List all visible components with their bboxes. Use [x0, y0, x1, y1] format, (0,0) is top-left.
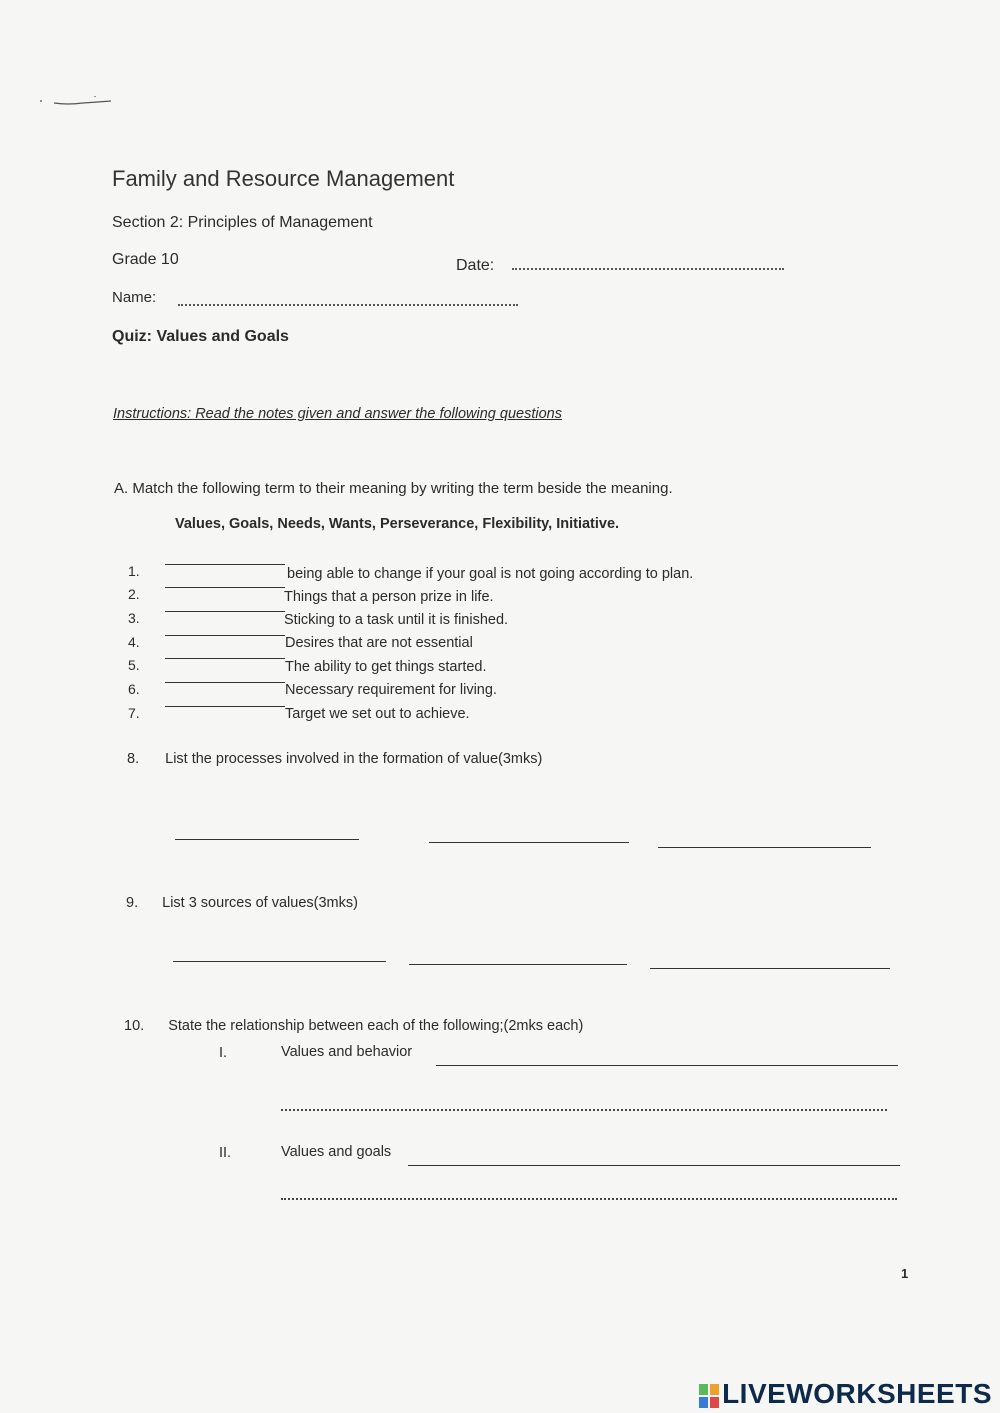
q8-answer-line-2[interactable] [429, 841, 629, 843]
liveworksheets-icon [699, 1384, 719, 1408]
date-field[interactable] [512, 262, 784, 270]
question-number: 9. [126, 895, 139, 911]
question-9 [126, 895, 358, 911]
question-text: List the processes involved in the formation of value(3mks) [165, 751, 543, 767]
page-number: 1 [901, 1266, 909, 1281]
liveworksheets-logo[interactable] [699, 1378, 992, 1410]
q10-i-answer-dots[interactable] [281, 1105, 887, 1111]
scan-scribble [38, 96, 113, 106]
q10-ii-answer-dots[interactable] [281, 1194, 897, 1200]
q9-answer-line-3[interactable] [650, 967, 890, 969]
q8-answer-line-1[interactable] [175, 838, 359, 840]
question-text: List 3 sources of values(3mks) [162, 895, 358, 911]
item-text: Desires that are not essential [285, 635, 473, 651]
date-label: Date: [456, 257, 495, 274]
question-10 [124, 1018, 583, 1034]
answer-blank-5[interactable] [165, 657, 285, 659]
brand-name: LIVEWORKSHEETS [722, 1378, 992, 1409]
item-text: Sticking to a task until it is finished. [284, 612, 509, 628]
answer-blank-4[interactable] [165, 634, 285, 636]
sub-question-text: Values and goals [281, 1144, 392, 1160]
section-a-prompt: A. Match the following term to their meaning by writing the term beside the meaning. [114, 480, 673, 497]
item-number: 6. [128, 681, 140, 697]
quiz-title: Quiz: Values and Goals [112, 328, 289, 345]
question-text: State the relationship between each of the following;(2mks each) [168, 1018, 584, 1034]
item-number: 7. [128, 705, 140, 721]
sub-question-number: II. [219, 1145, 232, 1161]
item-number: 2. [128, 586, 140, 602]
sub-question-number: I. [219, 1045, 228, 1061]
q10-i-answer-line[interactable] [436, 1064, 898, 1066]
question-8 [127, 751, 542, 767]
q9-answer-line-1[interactable] [173, 960, 386, 962]
answer-blank-7[interactable] [165, 705, 285, 707]
grade-label: Grade 10 [112, 251, 179, 268]
answer-blank-1[interactable] [165, 563, 285, 565]
item-text: Target we set out to achieve. [285, 706, 470, 722]
item-number: 3. [128, 610, 140, 626]
section-heading: Section 2: Principles of Management [112, 214, 373, 231]
question-number: 8. [127, 751, 140, 767]
document-title: Family and Resource Management [112, 166, 455, 191]
item-number: 5. [128, 657, 140, 673]
item-text: The ability to get things started. [285, 659, 487, 675]
item-number: 4. [128, 634, 140, 650]
q10-ii-answer-line[interactable] [408, 1164, 900, 1166]
q9-answer-line-2[interactable] [409, 963, 627, 965]
item-number: 1. [128, 563, 140, 579]
question-number: 10. [124, 1018, 145, 1034]
item-text: Things that a person prize in life. [284, 589, 494, 605]
answer-blank-2[interactable] [165, 586, 285, 588]
answer-blank-3[interactable] [165, 610, 285, 612]
item-text: Necessary requirement for living. [285, 682, 497, 698]
name-label: Name: [112, 289, 157, 306]
q8-answer-line-3[interactable] [658, 846, 871, 848]
answer-blank-6[interactable] [165, 681, 285, 683]
sub-question-text: Values and behavior [281, 1044, 413, 1060]
name-field[interactable] [178, 296, 518, 306]
term-bank: Values, Goals, Needs, Wants, Perseverance, Flexibility, Initiative. [175, 516, 620, 532]
instructions: Instructions: Read the notes given and answer the following questions [113, 406, 562, 422]
item-text: being able to change if your goal is not going according to plan. [287, 566, 694, 582]
